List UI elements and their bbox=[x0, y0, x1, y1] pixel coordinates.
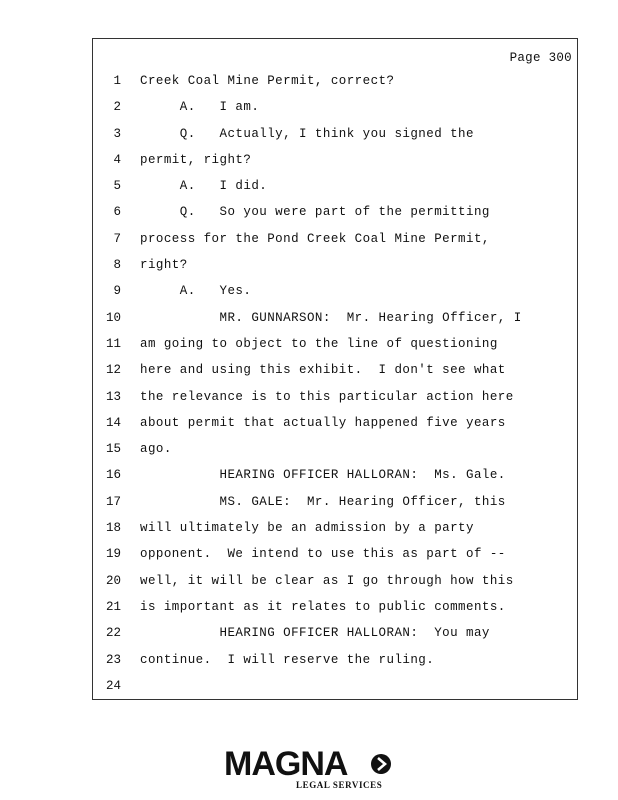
transcript-line bbox=[93, 678, 577, 704]
transcript-line bbox=[93, 599, 577, 625]
line-number: 5 bbox=[113, 179, 121, 194]
page-number: Page 300 bbox=[509, 51, 572, 65]
line-number: 16 bbox=[105, 468, 121, 483]
transcript-line bbox=[93, 546, 577, 572]
line-number: 23 bbox=[105, 652, 121, 667]
line-text: permit, right? bbox=[140, 152, 252, 167]
line-number: 14 bbox=[105, 415, 121, 430]
line-number: 10 bbox=[105, 310, 121, 325]
line-text: A. I am. bbox=[140, 100, 260, 115]
line-text: well, it will be clear as I go through how this bbox=[140, 573, 514, 588]
transcript-line bbox=[93, 467, 577, 493]
transcript-line bbox=[93, 625, 577, 651]
line-text: ago. bbox=[140, 442, 172, 457]
line-text: am going to object to the line of questioning bbox=[140, 336, 498, 351]
line-text: the relevance is to this particular action here bbox=[140, 389, 514, 404]
line-text: right? bbox=[140, 258, 188, 273]
line-text: A. Yes. bbox=[140, 284, 252, 299]
line-text: A. I did. bbox=[140, 179, 268, 194]
line-number: 7 bbox=[113, 231, 121, 246]
line-text: about permit that actually happened five years bbox=[140, 415, 506, 430]
transcript-line bbox=[93, 652, 577, 678]
transcript-line bbox=[93, 178, 577, 204]
line-text: HEARING OFFICER HALLORAN: You may bbox=[140, 626, 490, 641]
line-text: Q. So you were part of the permitting bbox=[140, 205, 490, 220]
transcript-line bbox=[93, 336, 577, 362]
line-number: 20 bbox=[105, 573, 121, 588]
transcript-line bbox=[93, 441, 577, 467]
transcript-line bbox=[93, 283, 577, 309]
line-text: Q. Actually, I think you signed the bbox=[140, 126, 474, 141]
line-number: 4 bbox=[113, 152, 121, 167]
logo-wordmark: MAGNA bbox=[224, 745, 348, 783]
transcript-line bbox=[93, 257, 577, 283]
line-number: 21 bbox=[105, 599, 121, 614]
line-text: will ultimately be an admission by a party bbox=[140, 521, 474, 536]
transcript-line bbox=[93, 415, 577, 441]
transcript-line bbox=[93, 231, 577, 257]
transcript-page bbox=[92, 38, 578, 700]
logo-subtext: LEGAL SERVICES bbox=[296, 780, 383, 790]
transcript-line bbox=[93, 520, 577, 546]
transcript-line bbox=[93, 99, 577, 125]
line-number: 12 bbox=[105, 363, 121, 378]
line-number: 19 bbox=[105, 547, 121, 562]
transcript-lines bbox=[93, 73, 577, 704]
transcript-line bbox=[93, 494, 577, 520]
transcript-line bbox=[93, 389, 577, 415]
line-number: 24 bbox=[105, 678, 121, 693]
transcript-line bbox=[93, 73, 577, 99]
line-text: Creek Coal Mine Permit, correct? bbox=[140, 74, 395, 88]
line-text: is important as it relates to public comments. bbox=[140, 599, 506, 614]
transcript-line bbox=[93, 152, 577, 178]
transcript-line bbox=[93, 362, 577, 388]
chevron-circle-icon bbox=[370, 753, 392, 775]
line-number: 18 bbox=[105, 521, 121, 536]
line-number: 6 bbox=[113, 205, 121, 220]
line-number: 17 bbox=[105, 494, 121, 509]
line-number: 13 bbox=[105, 389, 121, 404]
line-text: process for the Pond Creek Coal Mine Permit, bbox=[140, 231, 490, 246]
line-text: continue. I will reserve the ruling. bbox=[140, 652, 435, 667]
transcript-line bbox=[93, 310, 577, 336]
magna-logo bbox=[224, 746, 396, 794]
line-text: MS. GALE: Mr. Hearing Officer, this bbox=[140, 494, 506, 509]
line-text: HEARING OFFICER HALLORAN: Ms. Gale. bbox=[140, 468, 506, 483]
transcript-line bbox=[93, 573, 577, 599]
transcript-line bbox=[93, 204, 577, 230]
line-number: 3 bbox=[113, 126, 121, 141]
line-number: 15 bbox=[105, 442, 121, 457]
transcript-line bbox=[93, 126, 577, 152]
line-text: opponent. We intend to use this as part of -- bbox=[140, 547, 506, 562]
line-text: here and using this exhibit. I don't see what bbox=[140, 363, 506, 378]
line-number: 2 bbox=[113, 100, 121, 115]
line-number: 8 bbox=[113, 258, 121, 273]
line-number: 22 bbox=[105, 626, 121, 641]
line-number: 1 bbox=[113, 74, 121, 88]
line-number: 9 bbox=[113, 284, 121, 299]
line-text: MR. GUNNARSON: Mr. Hearing Officer, I bbox=[140, 310, 522, 325]
line-number: 11 bbox=[105, 336, 121, 351]
